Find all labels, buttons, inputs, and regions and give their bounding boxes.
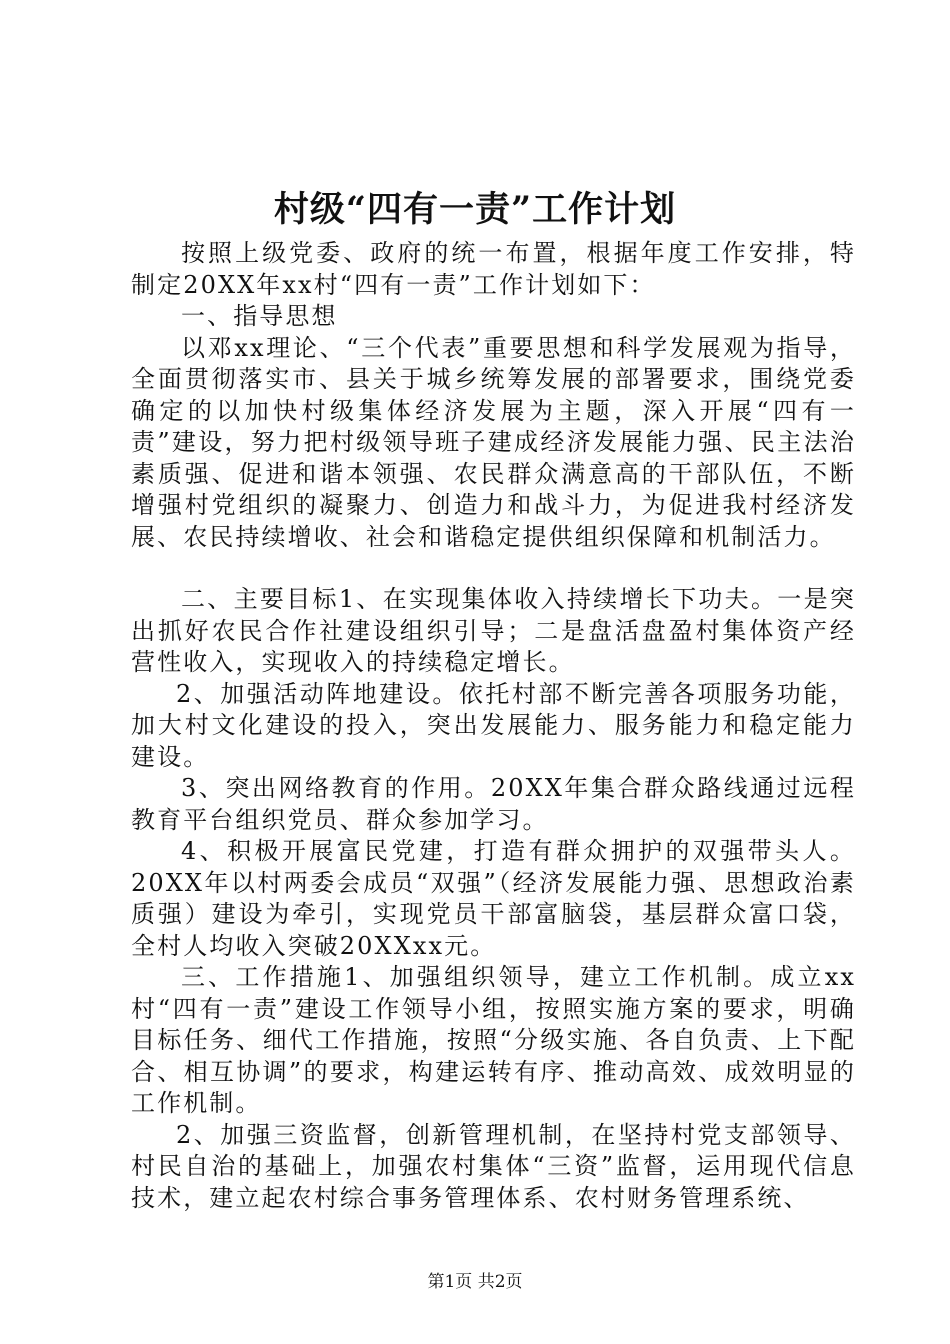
document-title: 村级“四有一责”工作计划 bbox=[273, 189, 677, 230]
measure-2-paragraph: 2、加强三资监督，创新管理机制，在坚持村党支部领导、村民自治的基础上，加强农村集体“三资”监督，运用现代信息技术，建立起农村综合事务管理体系、农村财务管理系统、 bbox=[131, 1120, 856, 1212]
measures-paragraph: 三、工作措施1、加强组织领导，建立工作机制。成立xx村“四有一责”建设工作领导小组，按照实施方案的要求，明确目标任务、细代工作措施，按照“分级实施、各自负责、上下配合、相互协调”的要求，构建运转有序、推动高效、成效明显的工作机制。 bbox=[131, 963, 856, 1117]
goal-3-paragraph: 3、突出网络教育的作用。20XX年集合群众路线通过远程教育平台组织党员、群众参加学习。 bbox=[131, 774, 856, 834]
guiding-thought-paragraph: 以邓xx理论、“三个代表”重要思想和科学发展观为指导，全面贯彻落实市、县关于城乡统筹发展的部署要求，围绕党委确定的以加快村级集体经济发展为主题，深入开展“四有一责”建设，努力把村级领导班子建成经济发展能力强、民主法治素质强、促进和谐本领强、农民群众满意高的干部队伍，不断增强村党组织的凝聚力、创造力和战斗力，为促进我村经济发展、农民持续增收、社会和谐稳定提供组织保障和机制活力。 bbox=[131, 333, 856, 551]
section-heading-guiding-thought: 一、指导思想 bbox=[181, 302, 338, 330]
page-footer: 第1页 共2页 bbox=[427, 1272, 523, 1292]
intro-paragraph: 按照上级党委、政府的统一布置，根据年度工作安排，特制定20XX年xx村“四有一责”工作计划如下： bbox=[131, 239, 856, 299]
goal-2-paragraph: 2、加强活动阵地建设。依托村部不断完善各项服务功能，加大村文化建设的投入，突出发展能力、服务能力和稳定能力建设。 bbox=[131, 679, 856, 771]
main-goals-paragraph: 二、主要目标1、在实现集体收入持续增长下功夫。一是突出抓好农民合作社建设组织引导；二是盘活盘盈村集体资产经营性收入，实现收入的持续稳定增长。 bbox=[131, 585, 856, 676]
document-body bbox=[131, 238, 856, 1214]
goal-4-paragraph: 4、积极开展富民党建，打造有群众拥护的双强带头人。20XX年以村两委会成员“双强”（经济发展能力强、思想政治素质强）建设为牵引，实现党员干部富脑袋，基层群众富口袋，全村人均收入突破20XXxx元。 bbox=[131, 837, 856, 960]
